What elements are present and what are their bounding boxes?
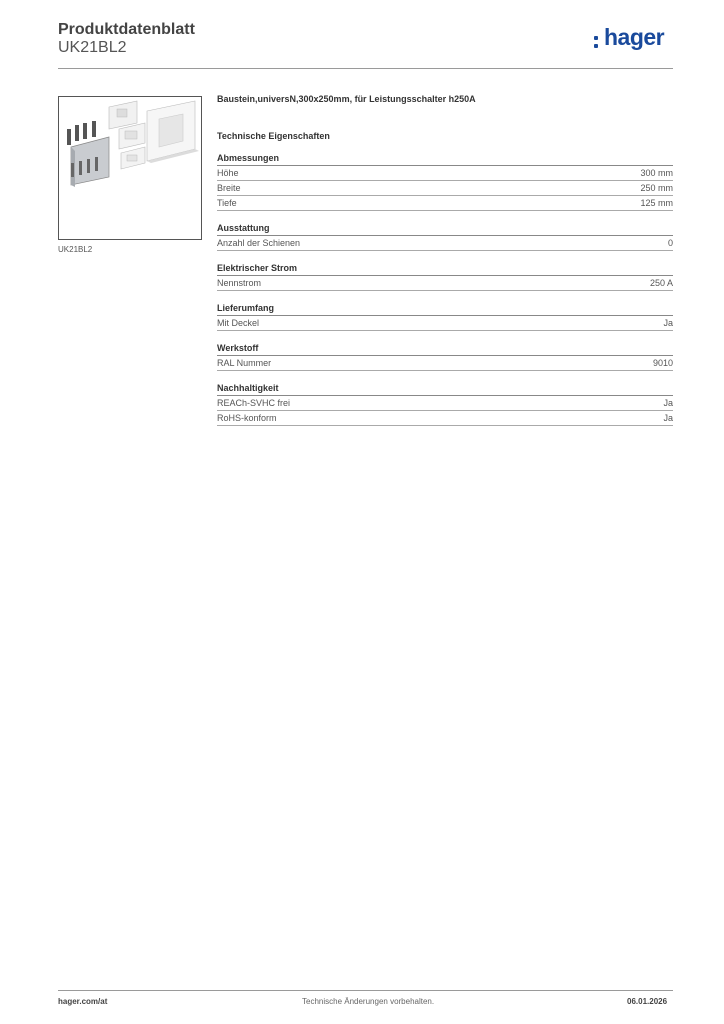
section-title: Werkstoff [217,342,673,356]
page-title: Produktdatenblatt [58,21,195,38]
spec-label: Höhe [217,168,239,178]
product-image [58,96,202,240]
spec-label: Mit Deckel [217,318,260,328]
spec-row [217,236,673,251]
spec-row [217,276,673,291]
section-equipment [217,222,673,251]
spec-label: Nennstrom [217,278,262,288]
footer-divider [58,990,673,991]
section-electrical [217,262,673,291]
header-divider [58,68,673,69]
spec-value: 0 [667,238,673,248]
spec-label: Tiefe [217,198,237,208]
section-dimensions [217,152,673,211]
spec-row [217,196,673,211]
spec-label: Anzahl der Schienen [217,238,301,248]
spec-label: REACh-SVHC frei [217,398,291,408]
section-sustainability [217,382,673,426]
section-title: Nachhaltigkeit [217,382,673,396]
product-description: Baustein,universN,300x250mm, für Leistungsschalter h250A [217,94,476,104]
spec-row [217,316,673,331]
footer-note: Technische Änderungen vorbehalten. [302,997,435,1006]
section-title: Abmessungen [217,152,673,166]
spec-row [217,166,673,181]
spec-value: Ja [663,318,673,328]
product-details [217,92,673,426]
section-title: Elektrischer Strom [217,262,673,276]
section-delivery [217,302,673,331]
hager-logo [594,24,674,56]
spec-value: Ja [663,398,673,408]
spec-value: 9010 [652,358,673,368]
tech-properties-heading: Technische Eigenschaften [217,131,330,141]
spec-value: Ja [663,413,673,423]
footer-website: hager.com/at [58,997,108,1006]
spec-value: 250 A [649,278,673,288]
image-caption: UK21BL2 [58,245,93,254]
footer-date: 06.01.2026 [627,997,668,1006]
spec-value: 125 mm [640,198,673,208]
logo-dot-bottom [594,44,598,48]
logo-text: hager [604,24,665,50]
spec-row [217,356,673,371]
product-image-illustration [59,97,201,239]
logo-dot-top [594,36,598,40]
spec-value: 300 mm [640,168,673,178]
section-title: Lieferumfang [217,302,673,316]
spec-label: Breite [217,183,241,193]
spec-row [217,411,673,426]
spec-value: 250 mm [640,183,673,193]
spec-label: RoHS-konform [217,413,277,423]
section-material [217,342,673,371]
product-code: UK21BL2 [58,39,127,56]
spec-label: RAL Nummer [217,358,272,368]
spec-row [217,396,673,411]
section-title: Ausstattung [217,222,673,236]
spec-row [217,181,673,196]
